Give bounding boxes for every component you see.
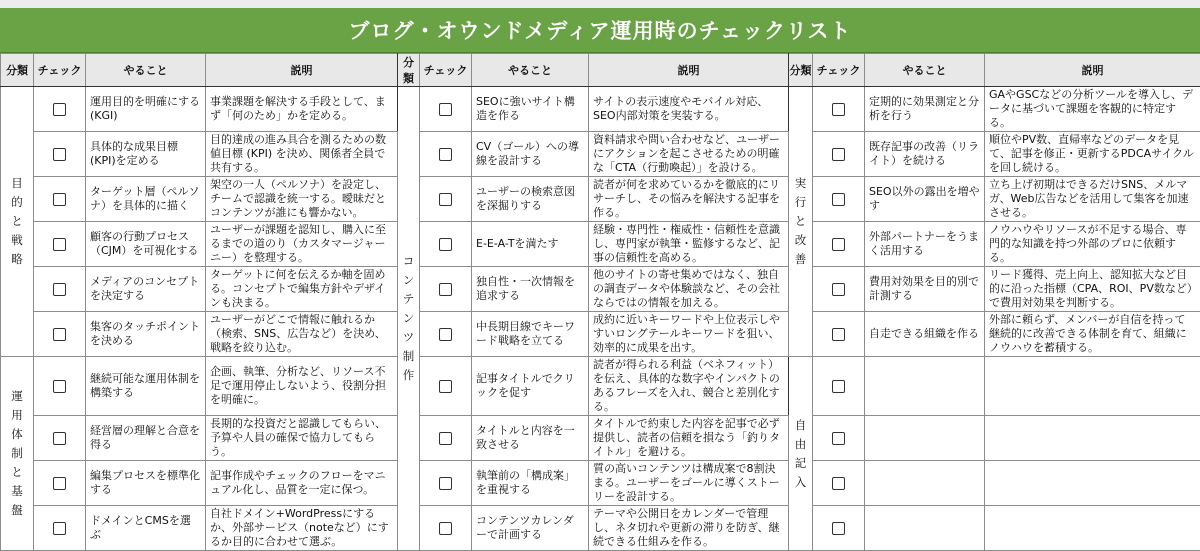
- check-cell: [813, 177, 865, 222]
- todo-cell: 集客のタッチポイントを決める: [86, 312, 206, 357]
- todo-cell: 中長期目線でキーワード戦略を立てる: [472, 312, 589, 357]
- check-cell: [813, 267, 865, 312]
- todo-cell: タイトルと内容を一致させる: [472, 416, 589, 461]
- checkbox[interactable]: [832, 103, 845, 116]
- description-cell: 読者が得られる利益（ベネフィット）を伝え、具体的な数字やインパクトのあるフレーズを入れ、競合と差別化する。: [589, 357, 789, 416]
- checkbox[interactable]: [439, 283, 452, 296]
- todo-cell: CV（ゴール）への導線を設計する: [472, 132, 589, 177]
- table-row: [1, 416, 1200, 461]
- check-cell: [34, 461, 86, 506]
- category-cell: 自 由 記 入: [789, 357, 813, 551]
- checkbox[interactable]: [53, 193, 66, 206]
- table-row: [1, 461, 1200, 506]
- checkbox[interactable]: [53, 477, 66, 490]
- todo-cell: メディアのコンセプトを決定する: [86, 267, 206, 312]
- description-cell: GAやGSCなどの分析ツールを導入し、データに基づいて課題を客観的に特定する。: [985, 87, 1200, 132]
- table-row: [1, 357, 1200, 416]
- description-cell: 経験・専門性・権威性・信頼性を意識し、専門家が執筆・監修するなど、記事の信頼性を高める。: [589, 222, 789, 267]
- description-cell: 立ち上げ初期はできるだけSNS、メルマガ、Web広告などを活用して集客を加速させる。: [985, 177, 1200, 222]
- todo-cell: 経営層の理解と合意を得る: [86, 416, 206, 461]
- description-cell: 他のサイトの寄せ集めではなく、独自の調査データや体験談など、その会社ならではの情報を加える。: [589, 267, 789, 312]
- checkbox[interactable]: [832, 283, 845, 296]
- header-description: 説明: [589, 54, 789, 87]
- table-row: [1, 222, 1200, 267]
- description-cell: 読者が何を求めているかを徹底的にリサーチし、その悩みを解決する記事を作る。: [589, 177, 789, 222]
- description-cell: 目的達成の進み具合を測るための数値目標 (KPI) を決め、関係者全員で共有する。: [206, 132, 398, 177]
- checkbox[interactable]: [832, 522, 845, 535]
- header-category: 分類: [1, 54, 34, 87]
- checkbox[interactable]: [53, 238, 66, 251]
- check-cell: [420, 222, 472, 267]
- todo-cell: 具体的な成果目標 (KPI)を定める: [86, 132, 206, 177]
- todo-cell: コンテンツカレンダーで計画する: [472, 506, 589, 551]
- description-cell: 事業課題を解決する手段として、まず「何のため」かを定める。: [206, 87, 398, 132]
- todo-cell: 執筆前の「構成案」を重視する: [472, 461, 589, 506]
- checkbox[interactable]: [832, 477, 845, 490]
- todo-cell: 顧客の行動プロセス（CJM）を可視化する: [86, 222, 206, 267]
- check-cell: [34, 416, 86, 461]
- category-cell: 目 的 と 戦 略: [1, 87, 34, 357]
- todo-cell: 費用対効果を目的別で計測する: [865, 267, 985, 312]
- checkbox[interactable]: [439, 522, 452, 535]
- check-cell: [420, 267, 472, 312]
- check-cell: [420, 312, 472, 357]
- checkbox[interactable]: [439, 148, 452, 161]
- header-category: 分類: [398, 54, 420, 87]
- checkbox[interactable]: [832, 380, 845, 393]
- check-cell: [420, 87, 472, 132]
- header-description: 説明: [985, 54, 1200, 87]
- todo-cell: E-E-A-Tを満たす: [472, 222, 589, 267]
- check-cell: [813, 357, 865, 416]
- check-cell: [34, 87, 86, 132]
- description-cell: タイトルで約束した内容を記事で必ず提供し、読者の信頼を損なう「釣りタイトル」を避ける。: [589, 416, 789, 461]
- todo-cell: 独自性・一次情報を追求する: [472, 267, 589, 312]
- header-todo: やること: [472, 54, 589, 87]
- header-todo: やること: [865, 54, 985, 87]
- header-check: チェック: [813, 54, 865, 87]
- check-cell: [420, 177, 472, 222]
- checkbox[interactable]: [439, 432, 452, 445]
- checkbox[interactable]: [832, 432, 845, 445]
- checkbox[interactable]: [439, 328, 452, 341]
- description-cell: 記事作成やチェックのフローをマニュアル化し、品質を一定に保つ。: [206, 461, 398, 506]
- description-cell: 長期的な投資だと認識してもらい、予算や人員の確保で協力してもらう。: [206, 416, 398, 461]
- checkbox[interactable]: [53, 328, 66, 341]
- todo-cell: SEO以外の露出を増やす: [865, 177, 985, 222]
- description-cell: [985, 357, 1200, 416]
- description-cell: [985, 416, 1200, 461]
- check-cell: [813, 312, 865, 357]
- check-cell: [813, 461, 865, 506]
- description-cell: [985, 506, 1200, 551]
- description-cell: 順位やPV数、直帰率などのデータを見て、記事を修正・更新するPDCAサイクルを回し続ける。: [985, 132, 1200, 177]
- todo-cell: SEOに強いサイト構造を作る: [472, 87, 589, 132]
- check-cell: [34, 312, 86, 357]
- description-cell: 外部に頼らず、メンバーが自信を持って継続的に改善できる体制を育て、組織にノウハウを蓄積する。: [985, 312, 1200, 357]
- check-cell: [420, 357, 472, 416]
- check-cell: [34, 132, 86, 177]
- description-cell: サイトの表示速度やモバイル対応、SEO内部対策を実装する。: [589, 87, 789, 132]
- description-cell: [985, 461, 1200, 506]
- check-cell: [420, 506, 472, 551]
- checkbox[interactable]: [53, 148, 66, 161]
- check-cell: [34, 357, 86, 416]
- checkbox[interactable]: [832, 193, 845, 206]
- table-row: [1, 177, 1200, 222]
- checkbox[interactable]: [439, 238, 452, 251]
- description-cell: 資料請求や問い合わせなど、ユーザーにアクションを起こさせるための明確な「CTA（行動喚起）」を設ける。: [589, 132, 789, 177]
- todo-cell: 定期的に効果測定と分析を行う: [865, 87, 985, 132]
- category-cell: 運 用 体 制 と 基 盤: [1, 357, 34, 551]
- check-cell: [813, 416, 865, 461]
- todo-cell: 編集プロセスを標準化する: [86, 461, 206, 506]
- header-todo: やること: [86, 54, 206, 87]
- check-cell: [813, 506, 865, 551]
- todo-cell: 継続可能な運用体制を構築する: [86, 357, 206, 416]
- check-cell: [34, 506, 86, 551]
- todo-cell: 運用目的を明確にする(KGI): [86, 87, 206, 132]
- header-check: チェック: [34, 54, 86, 87]
- description-cell: 架空の一人（ペルソナ）を設定し、チームで認識を統一する。曖昧だとコンテンツが誰にも響かない。: [206, 177, 398, 222]
- category-cell: コ ン テ ン ツ 制 作: [398, 87, 420, 551]
- todo-cell: 外部パートナーをうまく活用する: [865, 222, 985, 267]
- checklist-table: [0, 53, 1200, 551]
- table-row: [1, 267, 1200, 312]
- description-cell: ターゲットに何を伝えるか軸を固める。コンセプトで編集方針やデザインも決まる。: [206, 267, 398, 312]
- check-cell: [813, 87, 865, 132]
- description-cell: 企画、執筆、分析など、リソース不足で運用停止しないよう、役割分担を明確に。: [206, 357, 398, 416]
- checkbox[interactable]: [53, 283, 66, 296]
- todo-cell: ターゲット層（ペルソナ）を具体的に描く: [86, 177, 206, 222]
- todo-cell: 記事タイトルでクリックを促す: [472, 357, 589, 416]
- description-cell: ユーザーがどこで情報に触れるか（検索、SNS、広告など）を決め、戦略を絞り込む。: [206, 312, 398, 357]
- table-row: [1, 87, 1200, 132]
- checkbox[interactable]: [53, 432, 66, 445]
- check-cell: [813, 132, 865, 177]
- description-cell: 自社ドメイン+WordPressにするか、外部サービス（noteなど）にするか目的に合わせて選ぶ。: [206, 506, 398, 551]
- description-cell: テーマや公開日をカレンダーで管理し、ネタ切れや更新の滞りを防ぎ、継続できる仕組みを作る。: [589, 506, 789, 551]
- todo-cell: [865, 357, 985, 416]
- checkbox[interactable]: [53, 522, 66, 535]
- header-description: 説明: [206, 54, 398, 87]
- description-cell: 質の高いコンテンツは構成案で8割決まる。ユーザーをゴールに導くストーリーを設計する。: [589, 461, 789, 506]
- checkbox[interactable]: [53, 380, 66, 393]
- todo-cell: ユーザーの検索意図を深掘りする: [472, 177, 589, 222]
- checkbox[interactable]: [53, 103, 66, 116]
- description-cell: リード獲得、売上向上、認知拡大など目的に沿った指標（CPA、ROI、PV数など）で費用対効果を判断する。: [985, 267, 1200, 312]
- header-row: [1, 54, 1200, 87]
- description-cell: 成約に近いキーワードや上位表示しやすいロングテールキーワードを狙い、効率的に成果を出す。: [589, 312, 789, 357]
- todo-cell: [865, 416, 985, 461]
- check-cell: [420, 132, 472, 177]
- check-cell: [420, 461, 472, 506]
- check-cell: [34, 222, 86, 267]
- check-cell: [34, 177, 86, 222]
- todo-cell: [865, 506, 985, 551]
- checkbox[interactable]: [439, 193, 452, 206]
- table-row: [1, 506, 1200, 551]
- checkbox[interactable]: [439, 103, 452, 116]
- page-title: ブログ・オウンドメディア運用時のチェックリスト: [0, 8, 1200, 53]
- todo-cell: 自走できる組織を作る: [865, 312, 985, 357]
- header-category: 分類: [789, 54, 813, 87]
- checkbox[interactable]: [832, 148, 845, 161]
- todo-cell: ドメインとCMSを選ぶ: [86, 506, 206, 551]
- table-row: [1, 312, 1200, 357]
- todo-cell: [865, 461, 985, 506]
- description-cell: ノウハウやリソースが不足する場合、専門的な知識を持つ外部のプロに依頼する。: [985, 222, 1200, 267]
- checkbox[interactable]: [439, 477, 452, 490]
- checkbox[interactable]: [439, 380, 452, 393]
- description-cell: ユーザーが課題を認知し、購入に至るまでの道のり（カスタマージャーニー）を整理する。: [206, 222, 398, 267]
- check-cell: [420, 416, 472, 461]
- check-cell: [813, 222, 865, 267]
- table-row: [1, 132, 1200, 177]
- checkbox[interactable]: [832, 238, 845, 251]
- header-check: チェック: [420, 54, 472, 87]
- todo-cell: 既存記事の改善（リライト）を続ける: [865, 132, 985, 177]
- category-cell: 実 行 と 改 善: [789, 87, 813, 357]
- checkbox[interactable]: [832, 328, 845, 341]
- check-cell: [34, 267, 86, 312]
